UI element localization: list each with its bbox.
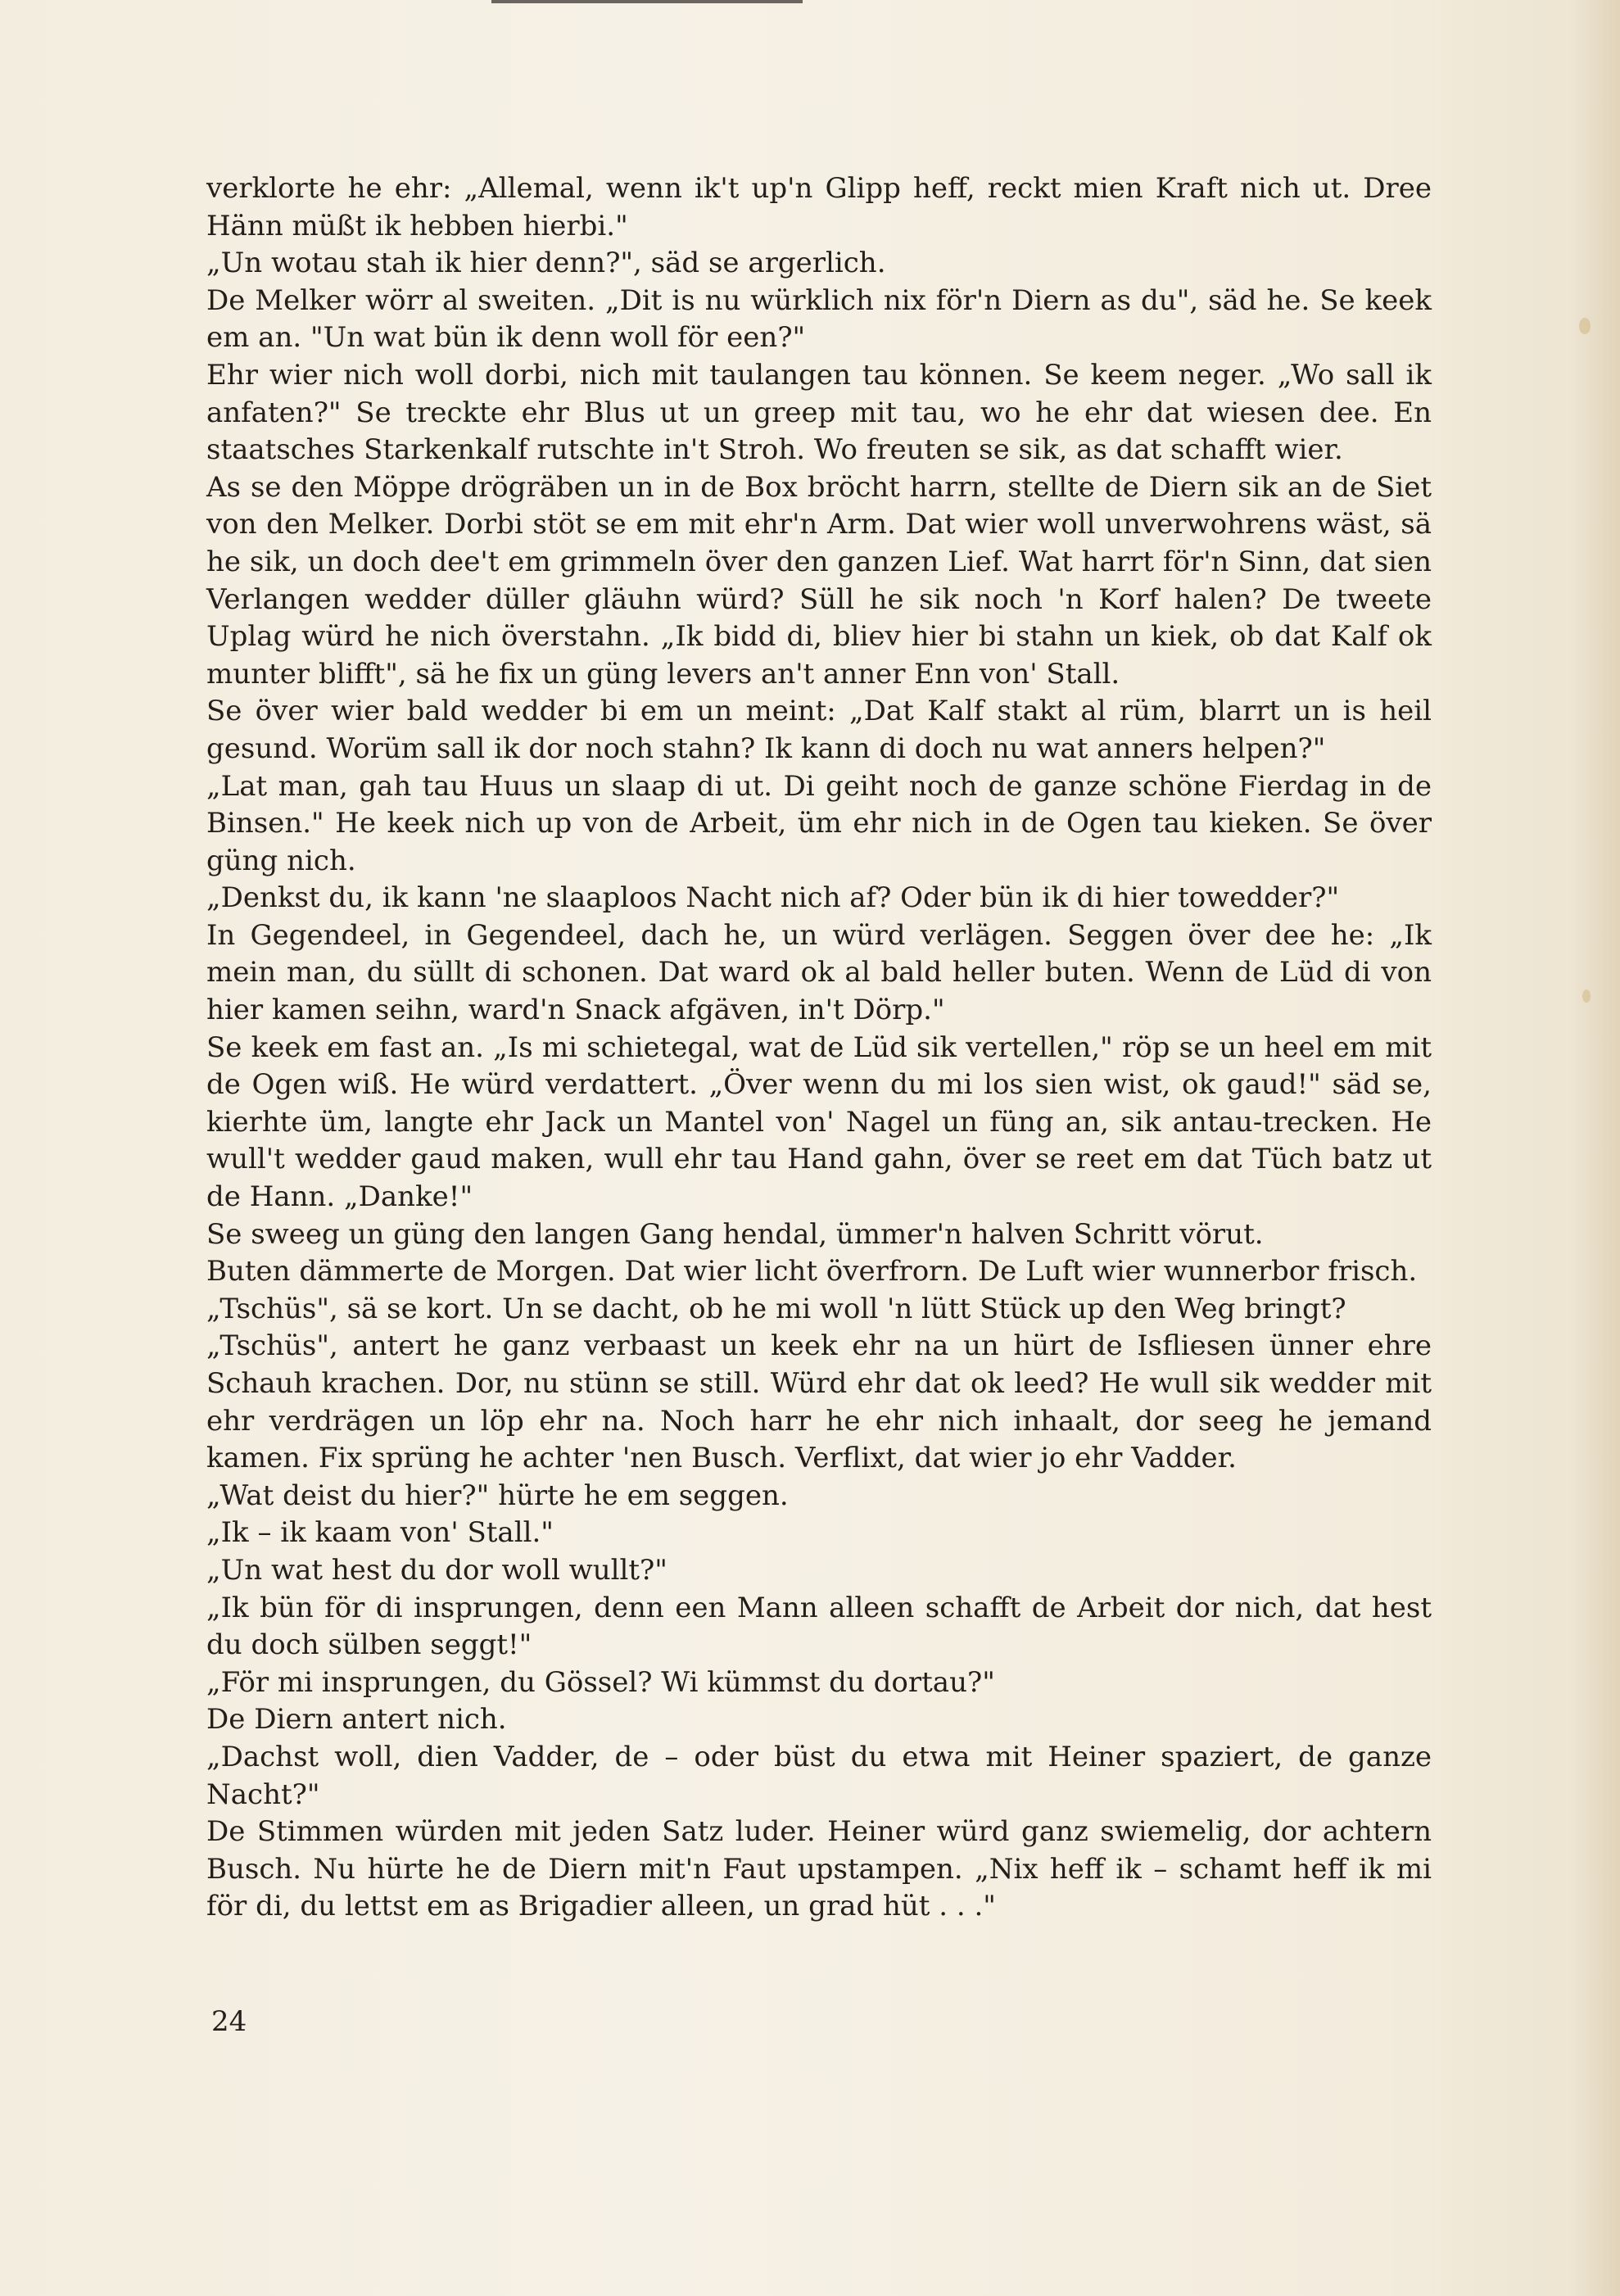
- page-number: 24: [211, 2005, 247, 2038]
- paragraph: „Tschüs", sä se kort. Un se dacht, ob he mi woll 'n lütt Stück up den Weg bringt?: [206, 1292, 1346, 1325]
- paragraph: De Diern antert nich.: [206, 1703, 507, 1737]
- paragraph: „Tschüs", antert he ganz verbaast un keek ehr na un hürt de Isfliesen ünner ehre Schauh krachen. Dor, nu stünn se still. Würd ehr dat ok leed? He wull sik wedder mit ehr verdrägen un löp ehr na. Noch harr he ehr nich inhaalt, dor seeg he jemand kamen. Fix sprüng he achter 'nen Busch. Verflixt, dat wier jo ehr Vadder.: [206, 1329, 1432, 1475]
- page-top-edge: [491, 0, 803, 3]
- paragraph: „Wat deist du hier?" hürte he em seggen.: [206, 1479, 789, 1512]
- paragraph: „Un wat hest du dor woll wullt?": [206, 1553, 667, 1587]
- paragraph: De Melker wörr al sweiten. „Dit is nu würklich nix för'n Diern as du", säd he. Se keek em an. "Un wat bün ik denn woll för een?": [206, 283, 1432, 355]
- paragraph: In Gegendeel, in Gegendeel, dach he, un würd verlägen. Seggen över dee he: „Ik mein man, du süllt di schonen. Dat ward ok al bald heller buten. Wenn de Lüd di von hier kamen seihn, ward'n Snack afgäven, in't Dörp.": [206, 918, 1432, 1027]
- paragraph: Se sweeg un güng den langen Gang hendal, ümmer'n halven Schritt vörut.: [206, 1217, 1264, 1251]
- paragraph: „För mi insprungen, du Gössel? Wi kümmst du dortau?": [206, 1665, 995, 1699]
- paragraph: Se keek em fast an. „Is mi schietegal, wat de Lüd sik vertellen," röp se un heel em mit de Ogen wiß. He würd verdattert. „Över wenn du mi los sien wist, ok gaud!" säd se, kierhte üm, langte ehr Jack un Mantel von' Nagel un füng an, sik antau-trecken. He wull't wedder gaud maken, wull ehr tau Hand gahn, över se reet em dat Tüch batz ut de Hann. „Danke!": [206, 1030, 1432, 1214]
- paragraph: Ehr wier nich woll dorbi, nich mit taulangen tau können. Se keem neger. „Wo sall ik anfaten?" Se treckte ehr Blus ut un greep mit tau, wo he ehr dat wiesen dee. En staatsches Starkenkalf rutschte in't Stroh. Wo freuten se sik, as dat schafft wier.: [206, 358, 1432, 467]
- paragraph: As se den Möppe drögräben un in de Box bröcht harrn, stellte de Diern sik an de Siet von den Melker. Dorbi stöt se em mit ehr'n Arm. Dat wier woll unverwohrens wäst, sä he sik, un doch dee't em grimmeln över den ganzen Lief. Wat harrt för'n Sinn, dat sien Verlangen wedder düller gläuhn würd? Süll he sik noch 'n Korf halen? De tweete Uplag würd he nich överstahn. „Ik bidd di, bliev hier bi stahn un kiek, ob dat Kalf ok munter blifft", sä he fix un güng levers an't anner Enn von' Stall.: [206, 470, 1432, 691]
- page-gutter-shadow: [1571, 0, 1620, 2296]
- paragraph: „Lat man, gah tau Huus un slaap di ut. Di geiht noch de ganze schöne Fierdag in de Binsen." He keek nich up von de Arbeit, üm ehr nich in de Ogen tau kieken. Se över güng nich.: [206, 769, 1432, 877]
- paragraph: „Ik – ik kaam von' Stall.": [206, 1516, 554, 1550]
- paragraph: verklorte he ehr: „Allemal, wenn ik't up'n Glipp heff, reckt mien Kraft nich ut. Dree Hänn müßt ik hebben hierbi.": [206, 172, 1432, 242]
- paragraph: De Stimmen würden mit jeden Satz luder. Heiner würd ganz swiemelig, dor achtern Busch. Nu hürte he de Diern mit'n Faut upstampen. „Nix heff ik – schamt heff ik mi för di, du lettst em as Brigadier alleen, un grad hüt . . .": [206, 1815, 1432, 1923]
- paragraph: „Denkst du, ik kann 'ne slaaploos Nacht nich af? Oder bün ik di hier towedder?": [206, 881, 1340, 915]
- paragraph: „Dachst woll, dien Vadder, de – oder büst du etwa mit Heiner spaziert, de ganze Nacht?": [206, 1740, 1432, 1811]
- paper-stain: [1579, 318, 1591, 334]
- paragraph: „Un wotau stah ik hier denn?", säd se argerlich.: [206, 247, 886, 280]
- paragraph: Se över wier bald wedder bi em un meint: „Dat Kalf stakt al rüm, blarrt un is heil gesund. Worüm sall ik dor noch stahn? Ik kann di doch nu wat anners helpen?": [206, 695, 1432, 765]
- paper-stain: [1582, 989, 1591, 1003]
- body-text: [206, 170, 1432, 1926]
- paragraph: „Ik bün för di insprungen, denn een Mann alleen schafft de Arbeit dor nich, dat hest du doch sülben seggt!": [206, 1591, 1432, 1662]
- paragraph: Buten dämmerte de Morgen. Dat wier licht överfrorn. De Luft wier wunnerbor frisch.: [206, 1255, 1418, 1288]
